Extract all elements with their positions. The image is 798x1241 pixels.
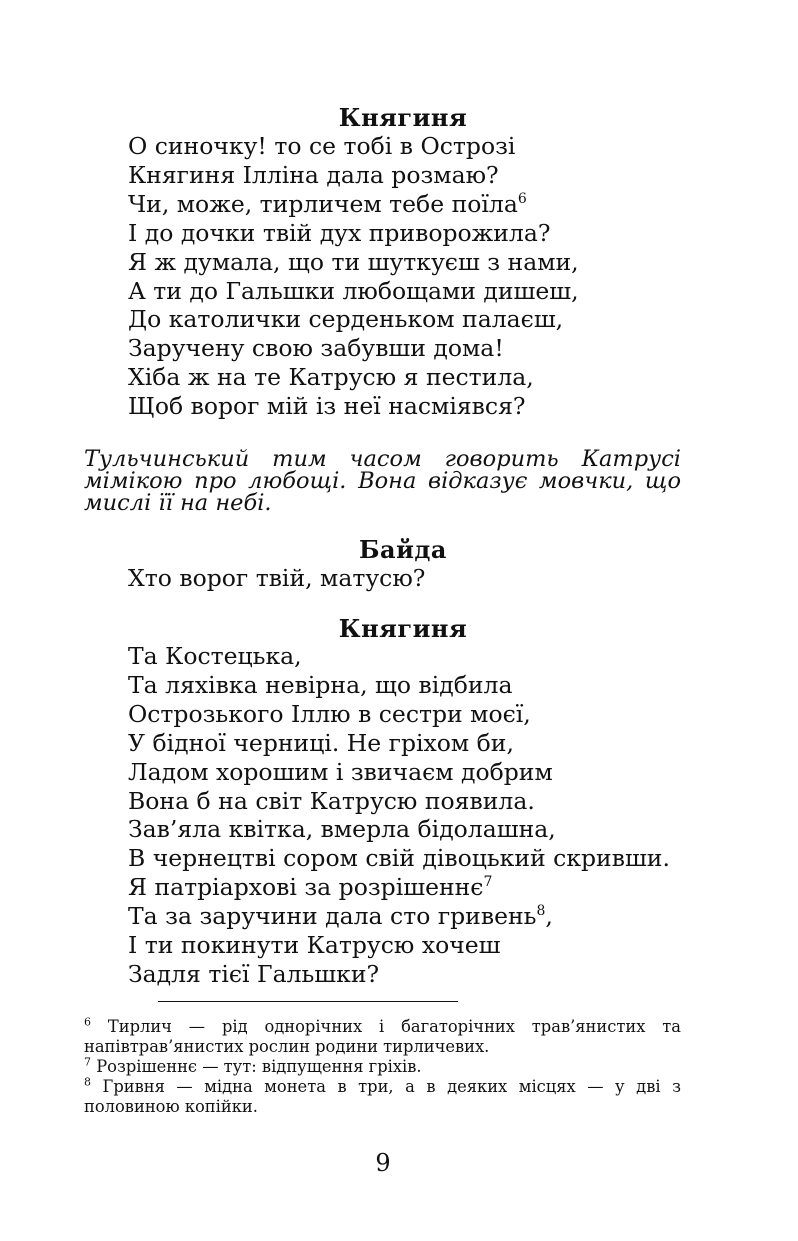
verse-line: І до дочки твій дух приворожила? bbox=[128, 218, 551, 247]
page-number: 9 bbox=[375, 1149, 391, 1177]
speaker-name: Княгиня bbox=[338, 614, 468, 643]
verse-line: Зав’яла квітка, вмерла бідолашна, bbox=[128, 815, 556, 844]
verse-line: Щоб ворог мій із неї насміявся? bbox=[128, 392, 526, 421]
verse-line: Задля тієї Гальшки? bbox=[128, 959, 380, 988]
speaker-name: Байда bbox=[359, 535, 447, 564]
verse-line: Та Костецька, bbox=[128, 642, 302, 670]
verse-line: У бідної черниці. Не гріхом би, bbox=[128, 728, 514, 757]
footnote-ref[interactable]: 7 bbox=[483, 874, 493, 891]
footnote-mark: 7 bbox=[84, 1055, 91, 1069]
footnote-ref[interactable]: 6 bbox=[517, 190, 527, 207]
footnote-mark: 8 bbox=[84, 1075, 91, 1089]
footnote-text: Розрішеннє — тут: відпущення гріхів. bbox=[96, 1057, 422, 1076]
footnote bbox=[84, 1077, 681, 1117]
footnote-separator bbox=[158, 1001, 458, 1002]
verse-line: Та ляхівка невірна, що відбила bbox=[128, 670, 513, 699]
verse-line bbox=[128, 190, 579, 219]
verse-line bbox=[128, 902, 670, 931]
footnote-text: Тирлич — рід однорічних і багаторічних трав’янистих та напівтрав’янистих рослин родини тирличевих. bbox=[84, 1017, 681, 1056]
verse-line: Заручену свою забувши дома! bbox=[128, 334, 504, 363]
footnote-ref[interactable]: 8 bbox=[536, 903, 546, 920]
verse-line: Хіба ж на те Катрусю я пестила, bbox=[128, 363, 534, 392]
verse-line: В чернецтві сором свій дівоцький скривши. bbox=[128, 844, 670, 873]
verse-line: Княгиня Ілліна дала розмаю? bbox=[128, 160, 499, 189]
verse-line: Ладом хорошим і звичаєм добрим bbox=[128, 757, 553, 786]
punctuation: , bbox=[545, 902, 553, 931]
verse-line-text: Чи, може, тирличем тебе поїла bbox=[128, 189, 518, 218]
verse-line-text: Я патріархові за розрішеннє bbox=[128, 873, 484, 902]
verse-block bbox=[128, 564, 425, 593]
stage-direction: Тульчинський тим часом говорить Катрусі мімікою про любощі. Вона відказує мовчки, що мислі її на небі. bbox=[84, 446, 681, 516]
verse-block bbox=[128, 132, 579, 421]
verse-line: Острозького Іллю в сестри моєї, bbox=[128, 699, 531, 728]
verse-line: О синочку! то се тобі в Острозі bbox=[128, 132, 516, 160]
footnote bbox=[84, 1017, 681, 1057]
verse-line: Вона б на світ Катрусю появила. bbox=[128, 786, 535, 815]
verse-line: Хто ворог твій, матусю? bbox=[128, 564, 426, 592]
verse-block bbox=[128, 642, 670, 989]
verse-line bbox=[128, 873, 670, 902]
speaker-name: Княгиня bbox=[338, 103, 468, 132]
verse-line: До католички серденьком палаєш, bbox=[128, 305, 564, 334]
verse-line: І ти покинути Катрусю хочеш bbox=[128, 931, 501, 960]
footnote-text: Гривня — мідна монета в три, а в деяких місцях — у дві з половиною копійки. bbox=[84, 1077, 681, 1116]
verse-line-text: Та за заручини дала сто гривень bbox=[128, 902, 537, 931]
verse-line: Я ж думала, що ти шуткуєш з нами, bbox=[128, 247, 579, 276]
footnotes bbox=[84, 1017, 681, 1117]
footnote bbox=[84, 1057, 681, 1077]
footnote-mark: 6 bbox=[84, 1015, 91, 1029]
verse-line: А ти до Гальшки любощами дишеш, bbox=[128, 276, 579, 305]
